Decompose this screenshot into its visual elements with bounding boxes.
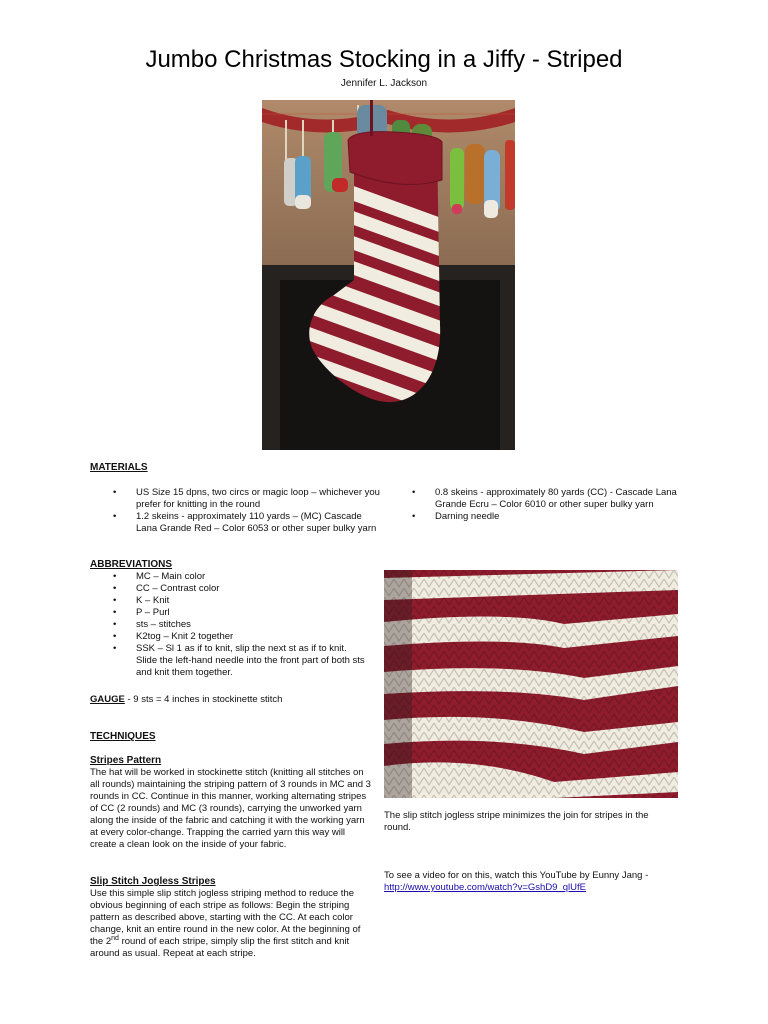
list-item: • K2tog – Knit 2 together — [113, 631, 369, 643]
materials-heading: MATERIALS — [90, 462, 148, 473]
document-title: Jumbo Christmas Stocking in a Jiffy - Striped — [145, 46, 623, 73]
jogless-stripes-heading: Slip Stitch Jogless Stripes — [90, 876, 216, 887]
photo-caption: The slip stitch jogless stripe minimizes the join for stripes in the round. — [384, 810, 649, 833]
youtube-link[interactable]: http://www.youtube.com/watch?v=GshD9_qlUfE — [384, 882, 586, 893]
list-item: • US Size 15 dpns, two circs or magic loop – whichever you prefer for knitting in the round — [113, 487, 383, 511]
list-item: • 0.8 skeins - approximately 80 yards (CC) - Cascade Lana Grande Ecru – Color 6010 or other super bulky yarn — [412, 487, 687, 511]
gauge-line — [90, 694, 380, 706]
stocking-photo — [262, 100, 515, 450]
list-item: • Darning needle — [412, 511, 687, 523]
materials-list-right — [412, 487, 687, 523]
video-reference — [384, 870, 684, 894]
gauge-text: - 9 sts = 4 inches in stockinette stitch — [124, 694, 283, 705]
jogless-stripes-text — [90, 888, 374, 960]
author-name: Jennifer L. Jackson — [340, 78, 428, 89]
jogless-text-part: round of each stripe, simply slip the first stitch and knit around as usual. Repeat at each stripe. — [90, 936, 350, 959]
list-item: • 1.2 skeins - approximately 110 yards – (MC) Cascade Lana Grande Red – Color 6053 or other super bulky yarn — [113, 511, 383, 535]
video-text: To see a video for on this, watch this YouTube by Eunny Jang - — [384, 870, 649, 881]
abbreviations-heading: ABBREVIATIONS — [90, 559, 173, 570]
list-item: • SSK – Sl 1 as if to knit, slip the next st as if to knit. Slide the left-hand needle into the front part of both sts and knit them together. — [113, 643, 369, 679]
gauge-label: GAUGE — [90, 694, 125, 705]
materials-list-left — [113, 487, 383, 535]
stripes-pattern-heading: Stripes Pattern — [90, 755, 162, 766]
jogless-text-part: Use this simple slip stitch jogless striping method to reduce the obvious beginning of each stripe as follows: Begin the striping pattern as described above, starting with the CC. At each color change, knit an entire round in the new color. At the beginning of the 2 — [90, 888, 361, 947]
stripe-detail-photo — [384, 570, 678, 798]
list-item: • CC – Contrast color — [113, 583, 369, 595]
list-item: • P – Purl — [113, 607, 369, 619]
list-item: • K – Knit — [113, 595, 369, 607]
abbreviations-list — [113, 571, 369, 679]
ordinal-superscript: nd — [111, 934, 119, 942]
techniques-heading: TECHNIQUES — [90, 731, 156, 742]
list-item: • MC – Main color — [113, 571, 369, 583]
list-item: • sts – stitches — [113, 619, 369, 631]
stripes-pattern-text: The hat will be worked in stockinette stitch (knitting all stitches on all rounds) maintaining the striping pattern of 3 rounds in MC and 3 rounds in CC. Continue in this manner, working alternating stripes of CC (2 rounds) and MC (3 rounds), carrying the unworked yarn along the inside of the fabric and catching it with the working yarn at every color-change. Trapping the carried yarn this way will create a clean look on the inside of your fabric. — [90, 767, 371, 850]
